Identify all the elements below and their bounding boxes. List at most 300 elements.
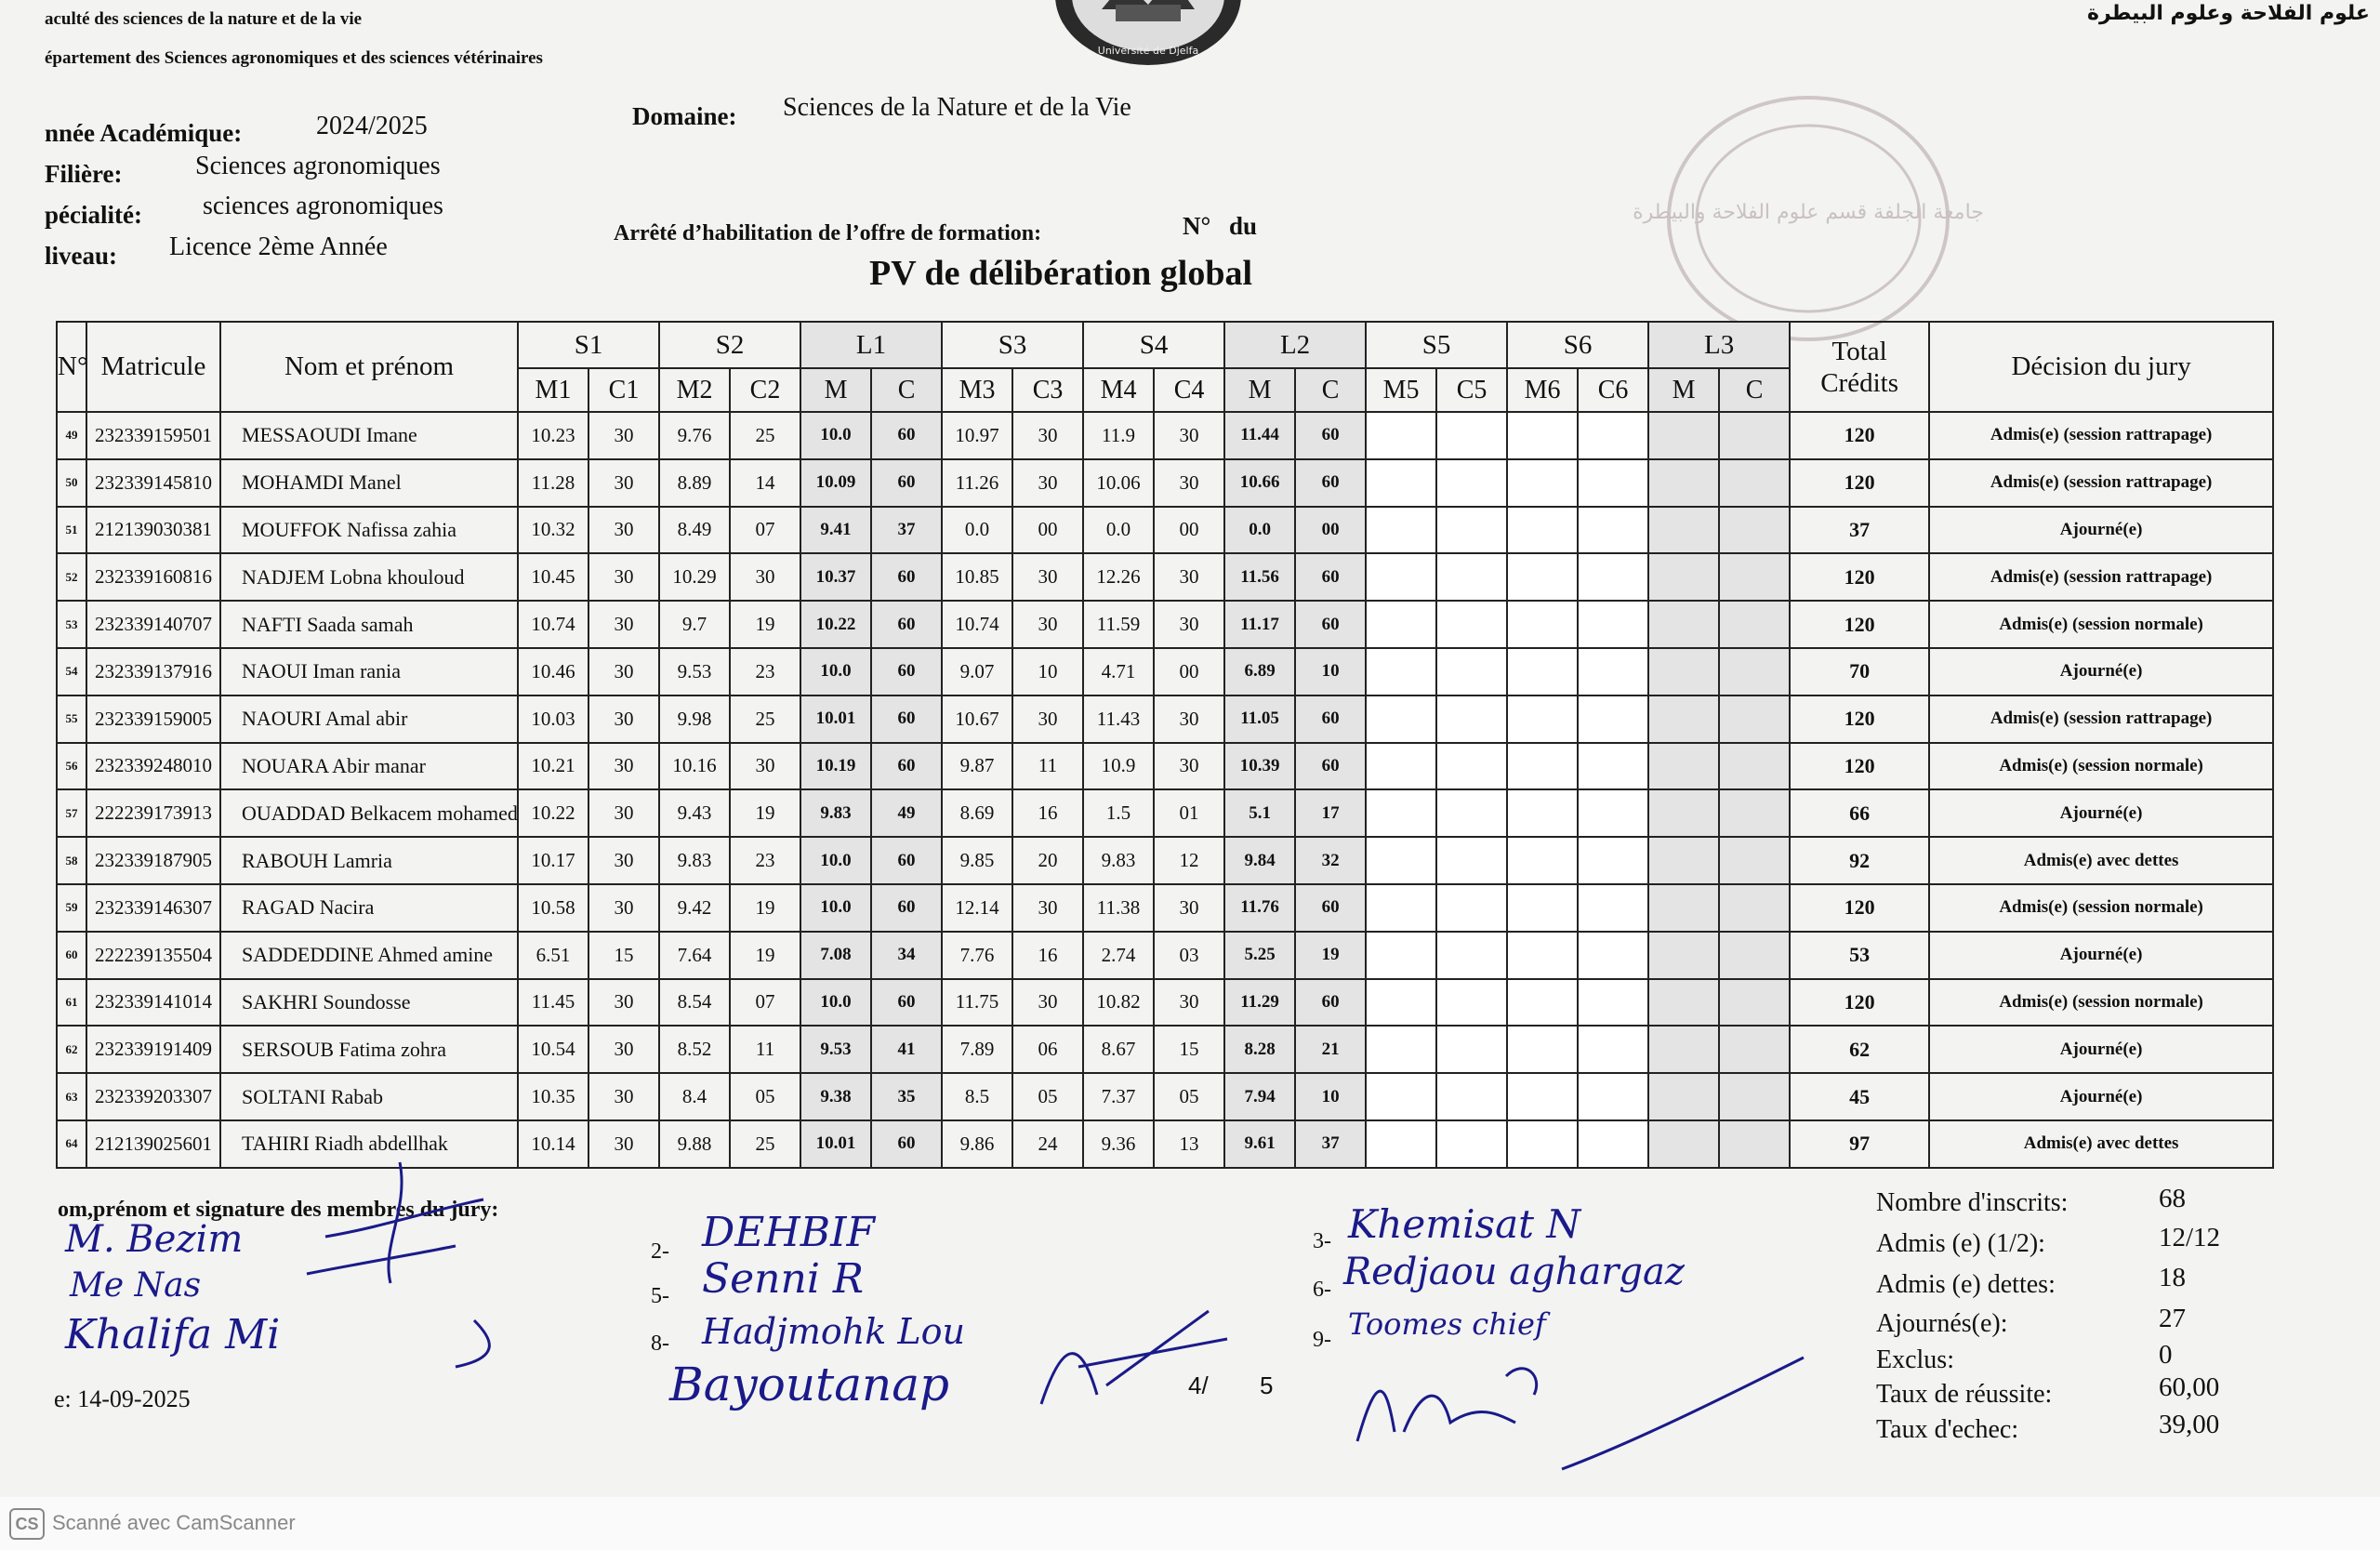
cell-l2c: 17 [1295,789,1366,837]
cell-c5 [1436,1073,1507,1120]
cell-num: 58 [57,837,86,884]
cell-m2: 9.7 [659,601,730,648]
cell-m3: 9.86 [942,1120,1012,1168]
cell-l1c: 60 [871,837,942,884]
cell-c6 [1578,837,1648,884]
cell-l2c: 10 [1295,648,1366,696]
cell-l1m: 10.0 [800,837,871,884]
cell-c1: 30 [588,1073,659,1120]
cell-c4: 00 [1154,507,1224,554]
cell-decision: Ajourné(e) [1929,1073,2273,1120]
table-row [57,837,2273,884]
cell-c1: 30 [588,1120,659,1168]
cell-l2m: 0.0 [1224,507,1295,554]
cell-matricule: 222239173913 [86,789,220,837]
cell-c3: 30 [1012,601,1083,648]
cell-l1m: 10.0 [800,884,871,932]
header-c5: C5 [1436,368,1507,412]
cell-decision: Admis(e) (session rattrapage) [1929,553,2273,601]
cell-l2c: 60 [1295,459,1366,507]
cell-c5 [1436,743,1507,790]
header-m2: M2 [659,368,730,412]
cell-l2m: 9.84 [1224,837,1295,884]
cell-total: 92 [1790,837,1929,884]
header-l1: L1 [800,322,942,368]
cell-m4: 10.9 [1083,743,1154,790]
cell-m6 [1507,601,1578,648]
cell-l2m: 11.56 [1224,553,1295,601]
cell-matricule: 212139025601 [86,1120,220,1168]
cell-nom: SAKHRI Soundosse [220,979,518,1027]
cell-l3m [1648,837,1719,884]
header-s4: S4 [1083,322,1224,368]
cell-l2m: 11.44 [1224,412,1295,459]
cell-c1: 30 [588,884,659,932]
cell-nom: OUADDAD Belkacem mohamed [220,789,518,837]
cell-c2: 11 [730,1026,800,1073]
cell-total: 120 [1790,553,1929,601]
cell-l1m: 10.09 [800,459,871,507]
cell-m5 [1366,1120,1436,1168]
cell-l1m: 9.83 [800,789,871,837]
cell-m3: 10.97 [942,412,1012,459]
cell-m1: 10.21 [518,743,588,790]
jury-num-9: 9- [1313,1328,1331,1352]
cell-l3c [1719,648,1790,696]
cell-nom: NOUARA Abir manar [220,743,518,790]
cell-nom: NAOURI Amal abir [220,696,518,743]
cell-total: 120 [1790,459,1929,507]
cell-c1: 30 [588,789,659,837]
cell-m2: 8.89 [659,459,730,507]
cell-m3: 10.67 [942,696,1012,743]
cell-m3: 7.76 [942,932,1012,979]
cell-c2: 25 [730,696,800,743]
cell-m1: 10.32 [518,507,588,554]
stat-reussite-label: Taux de réussite: [1876,1380,2053,1409]
cell-l3m [1648,412,1719,459]
niveau-label: liveau: [45,242,117,270]
jury-num-3: 3- [1313,1229,1331,1253]
cell-l1c: 60 [871,979,942,1027]
cell-l3m [1648,553,1719,601]
cell-c1: 15 [588,932,659,979]
cell-matricule: 232339141014 [86,979,220,1027]
cell-num: 61 [57,979,86,1027]
cell-m6 [1507,1120,1578,1168]
cell-l2c: 60 [1295,884,1366,932]
cell-c5 [1436,459,1507,507]
cell-decision: Admis(e) (session normale) [1929,743,2273,790]
cell-c5 [1436,601,1507,648]
cell-c6 [1578,553,1648,601]
cell-decision: Admis(e) avec dettes [1929,1120,2273,1168]
header-matricule: Matricule [86,322,220,412]
cell-matricule: 232339146307 [86,884,220,932]
cell-c3: 16 [1012,932,1083,979]
cell-matricule: 222239135504 [86,932,220,979]
cell-c3: 30 [1012,884,1083,932]
cell-m4: 8.67 [1083,1026,1154,1073]
cell-c5 [1436,979,1507,1027]
header-m3: M3 [942,368,1012,412]
cell-c2: 30 [730,743,800,790]
cell-c3: 30 [1012,979,1083,1027]
cell-c3: 30 [1012,553,1083,601]
cell-num: 63 [57,1073,86,1120]
table-row [57,648,2273,696]
stamp-text: جامعة الجلفة قسم علوم الفلاحة والبيطرة [1633,201,1984,224]
cell-c6 [1578,1120,1648,1168]
cell-c4: 03 [1154,932,1224,979]
cell-l1c: 60 [871,696,942,743]
cell-l3m [1648,648,1719,696]
cell-m1: 10.23 [518,412,588,459]
cell-num: 57 [57,789,86,837]
cell-c2: 23 [730,648,800,696]
cell-l3m [1648,932,1719,979]
cell-l2c: 00 [1295,507,1366,554]
cell-m1: 11.45 [518,979,588,1027]
cell-m2: 9.76 [659,412,730,459]
cell-total: 70 [1790,648,1929,696]
cell-m4: 10.06 [1083,459,1154,507]
cell-matricule: 232339159005 [86,696,220,743]
scanner-footer [0,1497,2380,1550]
cell-l3c [1719,979,1790,1027]
header-m1: M1 [518,368,588,412]
jury-signature-1: M. Bezim [65,1218,244,1261]
cell-m4: 12.26 [1083,553,1154,601]
arrete-du-label: du [1229,212,1258,240]
cell-m1: 6.51 [518,932,588,979]
cell-l2c: 60 [1295,601,1366,648]
cell-m6 [1507,743,1578,790]
cell-l1c: 49 [871,789,942,837]
cell-num: 59 [57,884,86,932]
cell-l1m: 9.38 [800,1073,871,1120]
cell-m3: 9.07 [942,648,1012,696]
cell-l1m: 10.37 [800,553,871,601]
cell-l2c: 32 [1295,837,1366,884]
cell-m6 [1507,553,1578,601]
cell-m5 [1366,507,1436,554]
cell-c2: 05 [730,1073,800,1120]
cell-m1: 10.45 [518,553,588,601]
cell-matricule: 232339159501 [86,412,220,459]
stat-exclus-label: Exclus: [1876,1345,1954,1374]
cell-nom: RAGAD Nacira [220,884,518,932]
cell-m6 [1507,837,1578,884]
cell-total: 45 [1790,1073,1929,1120]
page-total: 5 [1260,1371,1274,1399]
cell-c1: 30 [588,1026,659,1073]
stat-dettes-value: 18 [2159,1263,2186,1292]
cell-total: 120 [1790,696,1929,743]
cell-c2: 30 [730,553,800,601]
cell-l3c [1719,553,1790,601]
cell-c1: 30 [588,837,659,884]
cell-l3m [1648,1026,1719,1073]
cell-c3: 05 [1012,1073,1083,1120]
cell-matricule: 232339140707 [86,601,220,648]
cell-c5 [1436,412,1507,459]
header-c6: C6 [1578,368,1648,412]
deliberation-table [56,321,2274,1169]
cell-nom: MOHAMDI Manel [220,459,518,507]
cell-total: 120 [1790,412,1929,459]
cell-c3: 06 [1012,1026,1083,1073]
jury-num-5: 5- [651,1284,669,1308]
page-number: 4/ [1188,1371,1209,1399]
department-name: épartement des Sciences agronomiques et des sciences vétérinaires [45,48,543,68]
cell-l1c: 35 [871,1073,942,1120]
cell-l2m: 5.1 [1224,789,1295,837]
cell-l2m: 9.61 [1224,1120,1295,1168]
cell-num: 51 [57,507,86,554]
cell-c4: 15 [1154,1026,1224,1073]
cell-total: 66 [1790,789,1929,837]
department-stamp [1633,79,1984,349]
cell-m6 [1507,932,1578,979]
cell-decision: Ajourné(e) [1929,932,2273,979]
cell-m2: 9.53 [659,648,730,696]
jury-label: om,prénom et signature des membres du jury: [58,1198,499,1222]
cell-m3: 9.85 [942,837,1012,884]
table-row [57,884,2273,932]
cell-total: 37 [1790,507,1929,554]
stat-reussite-value: 60,00 [2159,1372,2220,1402]
domaine-value: Sciences de la Nature et de la Vie [783,93,1131,122]
cell-c4: 30 [1154,459,1224,507]
cell-l3c [1719,932,1790,979]
cell-c6 [1578,412,1648,459]
cell-m6 [1507,884,1578,932]
cell-m5 [1366,932,1436,979]
cell-c5 [1436,696,1507,743]
table-row [57,696,2273,743]
cell-m3: 12.14 [942,884,1012,932]
cell-decision: Admis(e) avec dettes [1929,837,2273,884]
cell-l1c: 60 [871,743,942,790]
cell-l3m [1648,743,1719,790]
cell-c2: 19 [730,601,800,648]
cell-num: 60 [57,932,86,979]
cell-l3m [1648,979,1719,1027]
cell-l2c: 60 [1295,412,1366,459]
cell-c6 [1578,648,1648,696]
cell-decision: Admis(e) (session normale) [1929,979,2273,1027]
cell-c4: 30 [1154,553,1224,601]
niveau-value: Licence 2ème Année [169,232,388,261]
cell-l1m: 9.41 [800,507,871,554]
cell-c2: 25 [730,1120,800,1168]
cell-matricule: 212139030381 [86,507,220,554]
header-m6: M6 [1507,368,1578,412]
cell-nom: SADDEDDINE Ahmed amine [220,932,518,979]
table-row [57,1073,2273,1120]
table-row [57,459,2273,507]
cell-m5 [1366,837,1436,884]
cell-m6 [1507,507,1578,554]
stat-inscrits-label: Nombre d'inscrits: [1876,1188,2069,1217]
cell-m2: 9.42 [659,884,730,932]
cell-l3m [1648,696,1719,743]
cell-c1: 30 [588,601,659,648]
cell-total: 53 [1790,932,1929,979]
cell-nom: SOLTANI Rabab [220,1073,518,1120]
cell-c4: 30 [1154,743,1224,790]
cell-matricule: 232339203307 [86,1073,220,1120]
specialite-label: pécialité: [45,201,142,229]
header-l3: L3 [1648,322,1790,368]
cell-m3: 8.69 [942,789,1012,837]
cell-c2: 07 [730,507,800,554]
cell-m1: 10.14 [518,1120,588,1168]
cell-l2c: 10 [1295,1073,1366,1120]
cell-m4: 11.43 [1083,696,1154,743]
cell-m1: 10.17 [518,837,588,884]
cell-m1: 10.03 [518,696,588,743]
jury-scribbles-left [270,1153,511,1376]
cell-nom: MESSAOUDI Imane [220,412,518,459]
cell-m5 [1366,979,1436,1027]
jury-num-2: 2- [651,1239,669,1264]
jury-num-6: 6- [1313,1278,1331,1302]
table-row [57,507,2273,554]
cell-c5 [1436,1026,1507,1073]
cell-l1c: 37 [871,507,942,554]
cell-c4: 30 [1154,696,1224,743]
jury-signature-9: Toomes chief [1348,1306,1546,1342]
cell-l1c: 60 [871,553,942,601]
cell-l1c: 60 [871,601,942,648]
cell-m4: 7.37 [1083,1073,1154,1120]
cell-m5 [1366,459,1436,507]
cell-m6 [1507,459,1578,507]
cell-c6 [1578,507,1648,554]
cell-decision: Ajourné(e) [1929,1026,2273,1073]
cell-m5 [1366,553,1436,601]
cell-l1m: 10.0 [800,648,871,696]
arrete-no-label: N° [1183,212,1211,240]
cell-decision: Admis(e) (session rattrapage) [1929,412,2273,459]
cell-c5 [1436,648,1507,696]
cell-num: 64 [57,1120,86,1168]
cell-decision: Ajourné(e) [1929,789,2273,837]
cell-decision: Ajourné(e) [1929,648,2273,696]
cell-m4: 1.5 [1083,789,1154,837]
cell-c3: 00 [1012,507,1083,554]
cell-m3: 0.0 [942,507,1012,554]
cell-m1: 10.54 [518,1026,588,1073]
cell-c6 [1578,789,1648,837]
cell-m3: 8.5 [942,1073,1012,1120]
cell-c1: 30 [588,743,659,790]
cell-c5 [1436,837,1507,884]
cell-l3c [1719,601,1790,648]
cell-l3c [1719,507,1790,554]
cell-num: 62 [57,1026,86,1073]
cell-m4: 10.82 [1083,979,1154,1027]
cell-m2: 9.43 [659,789,730,837]
cell-m4: 0.0 [1083,507,1154,554]
cell-l1c: 60 [871,412,942,459]
cell-c1: 30 [588,459,659,507]
cell-m1: 10.58 [518,884,588,932]
cell-nom: MOUFFOK Nafissa zahia [220,507,518,554]
cell-l1c: 34 [871,932,942,979]
jury-signature-6: Redjaou aghargaz [1343,1251,1685,1293]
jury-signature-7: Khalifa Mi [65,1311,281,1358]
cell-l1m: 10.01 [800,696,871,743]
cell-l1m: 10.0 [800,979,871,1027]
cell-c3: 10 [1012,648,1083,696]
cell-m6 [1507,979,1578,1027]
university-logo [1051,0,1246,70]
cell-m4: 4.71 [1083,648,1154,696]
cell-c3: 24 [1012,1120,1083,1168]
cell-m2: 8.52 [659,1026,730,1073]
cell-l1m: 7.08 [800,932,871,979]
cell-l3c [1719,696,1790,743]
annee-value: 2024/2025 [316,112,428,140]
jury-signature-3: Khemisat N [1348,1201,1581,1247]
cell-nom: SERSOUB Fatima zohra [220,1026,518,1073]
jury-scribble-middle [1023,1292,1246,1423]
cell-l2c: 60 [1295,743,1366,790]
cell-decision: Admis(e) (session rattrapage) [1929,696,2273,743]
header-num: N° [57,322,86,412]
cell-m4: 11.38 [1083,884,1154,932]
cell-l1c: 60 [871,1120,942,1168]
cell-m1: 10.74 [518,601,588,648]
cell-l1c: 60 [871,459,942,507]
cell-l3c [1719,459,1790,507]
jury-signature-5: Senni R [702,1255,865,1303]
header-l3-c: C [1719,368,1790,412]
cell-l3m [1648,789,1719,837]
cell-l3c [1719,884,1790,932]
cell-num: 56 [57,743,86,790]
stat-admis-value: 12/12 [2159,1223,2221,1252]
table-row [57,789,2273,837]
cell-matricule: 232339160816 [86,553,220,601]
cell-m3: 10.85 [942,553,1012,601]
domaine-label: Domaine: [632,102,737,130]
cell-m4: 9.83 [1083,837,1154,884]
cell-l2c: 60 [1295,553,1366,601]
cell-m4: 2.74 [1083,932,1154,979]
cell-decision: Admis(e) (session normale) [1929,601,2273,648]
cell-nom: RABOUH Lamria [220,837,518,884]
cell-nom: NAFTI Saada samah [220,601,518,648]
cell-l1m: 10.0 [800,412,871,459]
cell-c5 [1436,553,1507,601]
cell-c3: 30 [1012,696,1083,743]
cell-m5 [1366,601,1436,648]
cell-c2: 25 [730,412,800,459]
table-row [57,553,2273,601]
cell-l1m: 10.01 [800,1120,871,1168]
cell-nom: NADJEM Lobna khouloud [220,553,518,601]
cell-nom: TAHIRI Riadh abdellhak [220,1120,518,1168]
cell-decision: Admis(e) (session rattrapage) [1929,459,2273,507]
cell-c1: 30 [588,412,659,459]
cell-c2: 23 [730,837,800,884]
cell-m2: 9.83 [659,837,730,884]
jury-scribble-right [1339,1320,1822,1506]
